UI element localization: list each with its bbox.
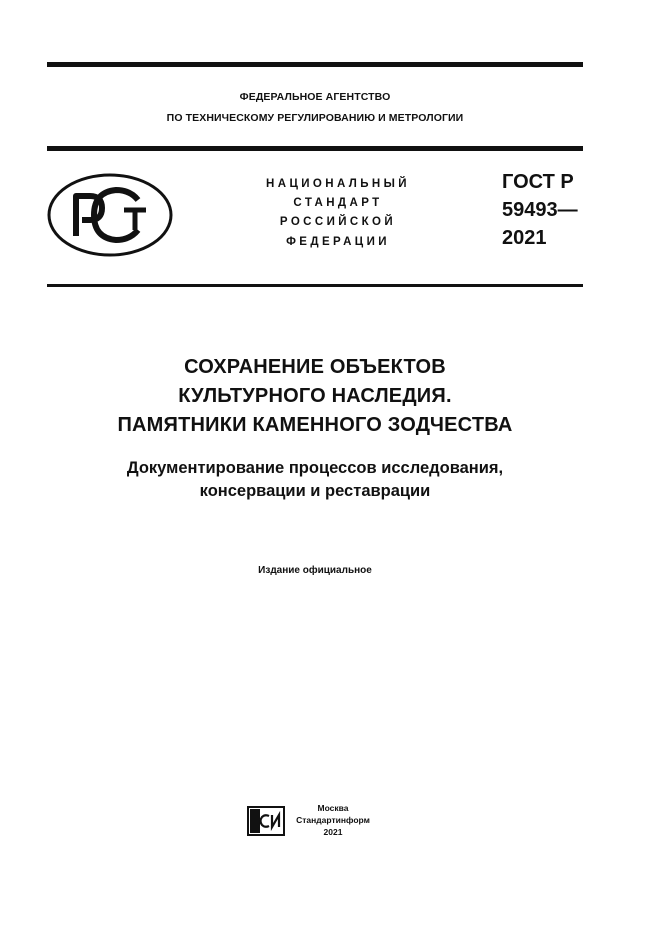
national-standard-line-4: ФЕДЕРАЦИИ (286, 236, 390, 248)
rst-certification-mark-icon (46, 172, 174, 258)
document-title-line-1: СОХРАНЕНИЕ ОБЪЕКТОВ (184, 356, 446, 378)
publisher-name: Стандартинформ (296, 815, 370, 825)
agency-line-1: ФЕДЕРАЛЬНОЕ АГЕНТСТВО (239, 91, 391, 103)
publisher-city: Москва (317, 803, 349, 813)
top-rule (47, 62, 583, 67)
middle-rule (47, 146, 583, 151)
gost-designation-line-2: 59493— (502, 199, 578, 221)
document-title-line-3: ПАМЯТНИКИ КАМЕННОГО ЗОДЧЕСТВА (117, 414, 513, 436)
national-standard-line-2: СТАНДАРТ (293, 197, 383, 209)
national-standard-line-3: РОССИЙСКОЙ (279, 216, 397, 228)
standartinform-logo-icon (247, 806, 285, 836)
document-subtitle-line-2: консервации и реставрации (199, 482, 431, 500)
agency-line-2: ПО ТЕХНИЧЕСКОМУ РЕГУЛИРОВАНИЮ И МЕТРОЛОГИИ (166, 112, 464, 124)
national-standard-line-1: НАЦИОНАЛЬНЫЙ (266, 178, 410, 190)
document-title-line-2: КУЛЬТУРНОГО НАСЛЕДИЯ. (178, 385, 452, 407)
document-subtitle-line-1: Документирование процессов исследования, (126, 459, 504, 477)
publisher-year: 2021 (323, 827, 343, 837)
edition-note: Издание официальное (258, 565, 372, 576)
gost-designation-line-3: 2021 (502, 227, 547, 249)
gost-designation-line-1: ГОСТ Р (502, 171, 574, 193)
bottom-rule (47, 284, 583, 287)
